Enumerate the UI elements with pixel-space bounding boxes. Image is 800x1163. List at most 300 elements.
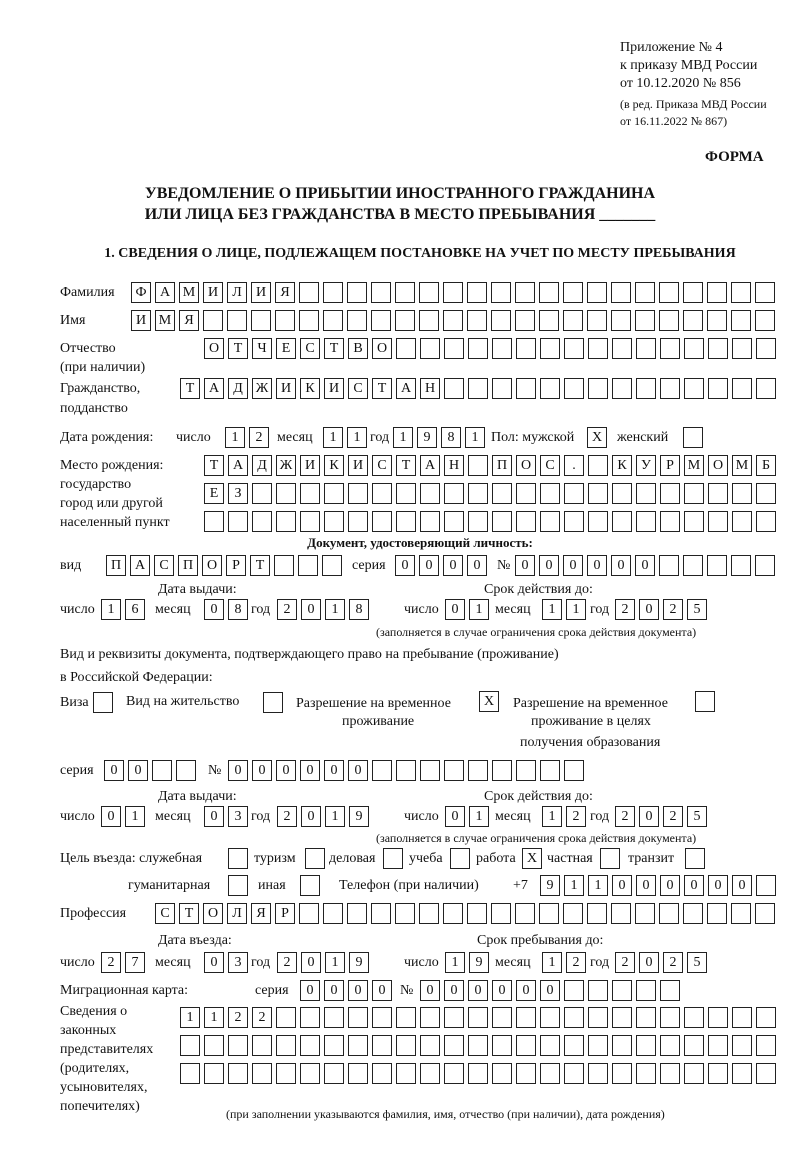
char-box[interactable] bbox=[468, 1007, 488, 1028]
char-box[interactable] bbox=[635, 903, 655, 924]
char-box[interactable]: 5 bbox=[687, 952, 707, 973]
sex-female-checkbox[interactable] bbox=[683, 427, 703, 448]
char-box[interactable] bbox=[300, 511, 320, 532]
char-box[interactable] bbox=[492, 511, 512, 532]
char-box[interactable] bbox=[152, 760, 172, 781]
char-box[interactable]: 0 bbox=[635, 555, 655, 576]
char-box[interactable] bbox=[660, 1007, 680, 1028]
char-box[interactable] bbox=[348, 1007, 368, 1028]
char-box[interactable] bbox=[611, 310, 631, 331]
char-box[interactable] bbox=[444, 378, 464, 399]
char-box[interactable] bbox=[444, 1007, 464, 1028]
char-box[interactable]: 1 bbox=[542, 806, 562, 827]
char-box[interactable]: И bbox=[324, 378, 344, 399]
char-box[interactable] bbox=[636, 511, 656, 532]
char-box[interactable] bbox=[300, 875, 320, 896]
char-box[interactable] bbox=[395, 310, 415, 331]
char-box[interactable] bbox=[372, 511, 392, 532]
char-box[interactable]: Д bbox=[228, 378, 248, 399]
purpose-business-checkbox[interactable] bbox=[383, 848, 403, 869]
char-box[interactable]: М bbox=[155, 310, 175, 331]
purpose-work-checkbox[interactable] bbox=[522, 848, 542, 869]
char-box[interactable] bbox=[324, 483, 344, 504]
char-box[interactable] bbox=[612, 1007, 632, 1028]
char-box[interactable] bbox=[396, 1063, 416, 1084]
char-box[interactable] bbox=[731, 903, 751, 924]
char-box[interactable]: Д bbox=[252, 455, 272, 476]
char-box[interactable] bbox=[611, 903, 631, 924]
doc-issue-year-field[interactable] bbox=[277, 599, 369, 620]
char-box[interactable] bbox=[683, 427, 703, 448]
char-box[interactable]: 1 bbox=[445, 952, 465, 973]
char-box[interactable] bbox=[299, 903, 319, 924]
char-box[interactable] bbox=[636, 338, 656, 359]
char-box[interactable] bbox=[756, 378, 776, 399]
char-box[interactable] bbox=[204, 1063, 224, 1084]
char-box[interactable] bbox=[684, 483, 704, 504]
char-box[interactable] bbox=[756, 483, 776, 504]
char-box[interactable] bbox=[516, 511, 536, 532]
char-box[interactable] bbox=[444, 483, 464, 504]
char-box[interactable] bbox=[540, 1063, 560, 1084]
char-box[interactable] bbox=[420, 483, 440, 504]
char-box[interactable] bbox=[540, 1035, 560, 1056]
char-box[interactable] bbox=[708, 1007, 728, 1028]
char-box[interactable] bbox=[732, 1063, 752, 1084]
char-box[interactable] bbox=[611, 282, 631, 303]
char-box[interactable] bbox=[324, 1007, 344, 1028]
char-box[interactable] bbox=[252, 1035, 272, 1056]
char-box[interactable] bbox=[564, 511, 584, 532]
char-box[interactable] bbox=[516, 1007, 536, 1028]
char-box[interactable] bbox=[600, 848, 620, 869]
char-box[interactable]: О bbox=[516, 455, 536, 476]
right-issue-year-field[interactable] bbox=[277, 806, 369, 827]
char-box[interactable] bbox=[732, 1007, 752, 1028]
char-box[interactable]: 0 bbox=[276, 760, 296, 781]
char-box[interactable] bbox=[539, 310, 559, 331]
char-box[interactable] bbox=[468, 511, 488, 532]
char-box[interactable] bbox=[635, 282, 655, 303]
char-box[interactable] bbox=[323, 903, 343, 924]
char-box[interactable] bbox=[587, 310, 607, 331]
char-box[interactable] bbox=[564, 1007, 584, 1028]
char-box[interactable]: С bbox=[372, 455, 392, 476]
char-box[interactable] bbox=[636, 1063, 656, 1084]
purpose-private-checkbox[interactable] bbox=[600, 848, 620, 869]
right-doc-number-field[interactable] bbox=[228, 760, 584, 781]
char-box[interactable]: 2 bbox=[101, 952, 121, 973]
char-box[interactable] bbox=[492, 1035, 512, 1056]
char-box[interactable] bbox=[708, 378, 728, 399]
char-box[interactable]: А bbox=[155, 282, 175, 303]
char-box[interactable] bbox=[683, 555, 703, 576]
char-box[interactable]: Н bbox=[420, 378, 440, 399]
char-box[interactable] bbox=[660, 378, 680, 399]
char-box[interactable] bbox=[516, 1035, 536, 1056]
char-box[interactable] bbox=[612, 483, 632, 504]
char-box[interactable] bbox=[300, 1035, 320, 1056]
char-box[interactable]: 2 bbox=[566, 806, 586, 827]
char-box[interactable]: Р bbox=[226, 555, 246, 576]
char-box[interactable]: 2 bbox=[615, 599, 635, 620]
char-box[interactable]: Н bbox=[444, 455, 464, 476]
char-box[interactable] bbox=[443, 282, 463, 303]
char-box[interactable] bbox=[683, 282, 703, 303]
char-box[interactable] bbox=[93, 692, 113, 713]
char-box[interactable]: 0 bbox=[515, 555, 535, 576]
char-box[interactable] bbox=[299, 282, 319, 303]
char-box[interactable] bbox=[263, 692, 283, 713]
char-box[interactable] bbox=[467, 310, 487, 331]
char-box[interactable]: 0 bbox=[467, 555, 487, 576]
birthplace-field-2[interactable] bbox=[204, 483, 776, 504]
char-box[interactable] bbox=[180, 1035, 200, 1056]
char-box[interactable] bbox=[588, 455, 608, 476]
char-box[interactable] bbox=[276, 1007, 296, 1028]
char-box[interactable]: 9 bbox=[349, 806, 369, 827]
purpose-transit-checkbox[interactable] bbox=[685, 848, 705, 869]
char-box[interactable] bbox=[756, 875, 776, 896]
char-box[interactable] bbox=[228, 1035, 248, 1056]
char-box[interactable]: 2 bbox=[249, 427, 269, 448]
char-box[interactable] bbox=[420, 1007, 440, 1028]
char-box[interactable]: 1 bbox=[542, 952, 562, 973]
char-box[interactable]: Ж bbox=[252, 378, 272, 399]
edu-residence-checkbox[interactable] bbox=[695, 691, 715, 712]
reps-field-2[interactable] bbox=[180, 1035, 776, 1056]
char-box[interactable] bbox=[372, 1063, 392, 1084]
char-box[interactable] bbox=[540, 338, 560, 359]
char-box[interactable]: 2 bbox=[228, 1007, 248, 1028]
char-box[interactable] bbox=[707, 555, 727, 576]
char-box[interactable] bbox=[731, 282, 751, 303]
char-box[interactable] bbox=[276, 1035, 296, 1056]
char-box[interactable] bbox=[228, 848, 248, 869]
right-issue-month-field[interactable] bbox=[204, 806, 248, 827]
char-box[interactable]: 0 bbox=[445, 599, 465, 620]
char-box[interactable] bbox=[396, 1007, 416, 1028]
char-box[interactable] bbox=[492, 1007, 512, 1028]
purpose-humanitarian-checkbox[interactable] bbox=[228, 875, 248, 896]
char-box[interactable] bbox=[348, 1035, 368, 1056]
char-box[interactable]: И bbox=[131, 310, 151, 331]
char-box[interactable] bbox=[636, 483, 656, 504]
char-box[interactable] bbox=[275, 310, 295, 331]
char-box[interactable] bbox=[755, 310, 775, 331]
char-box[interactable] bbox=[444, 338, 464, 359]
char-box[interactable] bbox=[756, 511, 776, 532]
char-box[interactable]: И bbox=[203, 282, 223, 303]
doc-valid-month-field[interactable] bbox=[542, 599, 586, 620]
char-box[interactable] bbox=[516, 378, 536, 399]
char-box[interactable] bbox=[276, 511, 296, 532]
char-box[interactable]: 1 bbox=[564, 875, 584, 896]
char-box[interactable]: А bbox=[228, 455, 248, 476]
char-box[interactable] bbox=[467, 282, 487, 303]
char-box[interactable]: 0 bbox=[444, 980, 464, 1001]
char-box[interactable]: Т bbox=[179, 903, 199, 924]
char-box[interactable]: 0 bbox=[419, 555, 439, 576]
char-box[interactable]: К bbox=[612, 455, 632, 476]
char-box[interactable]: 0 bbox=[348, 980, 368, 1001]
char-box[interactable]: Я bbox=[275, 282, 295, 303]
surname-field[interactable] bbox=[131, 282, 775, 303]
birthplace-field-1[interactable] bbox=[204, 455, 776, 476]
char-box[interactable] bbox=[731, 555, 751, 576]
birth-year-field[interactable] bbox=[393, 427, 485, 448]
char-box[interactable]: 0 bbox=[204, 806, 224, 827]
char-box[interactable] bbox=[444, 511, 464, 532]
right-valid-year-field[interactable] bbox=[615, 806, 707, 827]
char-box[interactable] bbox=[492, 760, 512, 781]
entry-year-field[interactable] bbox=[277, 952, 369, 973]
char-box[interactable] bbox=[324, 511, 344, 532]
profession-field[interactable] bbox=[155, 903, 775, 924]
char-box[interactable] bbox=[612, 980, 632, 1001]
right-valid-month-field[interactable] bbox=[542, 806, 586, 827]
char-box[interactable]: 2 bbox=[277, 806, 297, 827]
char-box[interactable]: 1 bbox=[323, 427, 343, 448]
char-box[interactable] bbox=[396, 483, 416, 504]
char-box[interactable]: 0 bbox=[301, 599, 321, 620]
char-box[interactable]: О bbox=[708, 455, 728, 476]
char-box[interactable]: Т bbox=[372, 378, 392, 399]
char-box[interactable] bbox=[636, 1007, 656, 1028]
char-box[interactable] bbox=[420, 511, 440, 532]
char-box[interactable] bbox=[683, 310, 703, 331]
char-box[interactable]: 0 bbox=[540, 980, 560, 1001]
char-box[interactable] bbox=[515, 903, 535, 924]
char-box[interactable] bbox=[372, 760, 392, 781]
char-box[interactable] bbox=[348, 1063, 368, 1084]
char-box[interactable]: 1 bbox=[542, 599, 562, 620]
char-box[interactable]: 9 bbox=[469, 952, 489, 973]
char-box[interactable]: 0 bbox=[443, 555, 463, 576]
char-box[interactable] bbox=[539, 282, 559, 303]
char-box[interactable] bbox=[419, 282, 439, 303]
char-box[interactable] bbox=[420, 1063, 440, 1084]
char-box[interactable]: 0 bbox=[492, 980, 512, 1001]
char-box[interactable]: Т bbox=[324, 338, 344, 359]
char-box[interactable] bbox=[444, 760, 464, 781]
char-box[interactable] bbox=[468, 1063, 488, 1084]
char-box[interactable]: Т bbox=[180, 378, 200, 399]
char-box[interactable]: С bbox=[540, 455, 560, 476]
char-box[interactable]: В bbox=[348, 338, 368, 359]
char-box[interactable] bbox=[468, 483, 488, 504]
char-box[interactable] bbox=[563, 310, 583, 331]
doc-series-field[interactable] bbox=[395, 555, 487, 576]
char-box[interactable] bbox=[274, 555, 294, 576]
char-box[interactable]: 0 bbox=[104, 760, 124, 781]
char-box[interactable] bbox=[588, 980, 608, 1001]
char-box[interactable]: А bbox=[396, 378, 416, 399]
char-box[interactable] bbox=[180, 1063, 200, 1084]
char-box[interactable]: 0 bbox=[300, 980, 320, 1001]
char-box[interactable]: К bbox=[324, 455, 344, 476]
char-box[interactable] bbox=[708, 1035, 728, 1056]
char-box[interactable]: 1 bbox=[469, 806, 489, 827]
char-box[interactable] bbox=[491, 282, 511, 303]
char-box[interactable] bbox=[228, 875, 248, 896]
char-box[interactable] bbox=[612, 511, 632, 532]
char-box[interactable] bbox=[683, 903, 703, 924]
char-box[interactable]: 9 bbox=[417, 427, 437, 448]
char-box[interactable] bbox=[492, 1063, 512, 1084]
char-box[interactable]: 3 bbox=[228, 952, 248, 973]
char-box[interactable] bbox=[660, 1063, 680, 1084]
char-box[interactable] bbox=[684, 1063, 704, 1084]
char-box[interactable] bbox=[612, 338, 632, 359]
char-box[interactable] bbox=[563, 282, 583, 303]
right-doc-series-field[interactable] bbox=[104, 760, 196, 781]
char-box[interactable]: 9 bbox=[349, 952, 369, 973]
char-box[interactable]: 0 bbox=[468, 980, 488, 1001]
migration-number-field[interactable] bbox=[420, 980, 680, 1001]
char-box[interactable] bbox=[468, 338, 488, 359]
char-box[interactable]: 0 bbox=[324, 760, 344, 781]
char-box[interactable] bbox=[443, 310, 463, 331]
char-box[interactable] bbox=[443, 903, 463, 924]
char-box[interactable] bbox=[204, 1035, 224, 1056]
char-box[interactable] bbox=[444, 1035, 464, 1056]
char-box[interactable]: X bbox=[522, 848, 542, 869]
char-box[interactable] bbox=[371, 282, 391, 303]
char-box[interactable] bbox=[420, 760, 440, 781]
char-box[interactable] bbox=[252, 483, 272, 504]
char-box[interactable] bbox=[203, 310, 223, 331]
char-box[interactable] bbox=[300, 483, 320, 504]
purpose-other-checkbox[interactable] bbox=[300, 875, 320, 896]
char-box[interactable]: 1 bbox=[204, 1007, 224, 1028]
char-box[interactable] bbox=[659, 555, 679, 576]
char-box[interactable] bbox=[588, 1035, 608, 1056]
reps-field-1[interactable] bbox=[180, 1007, 776, 1028]
char-box[interactable]: 1 bbox=[325, 952, 345, 973]
char-box[interactable] bbox=[515, 282, 535, 303]
char-box[interactable]: X bbox=[479, 691, 499, 712]
char-box[interactable] bbox=[756, 1063, 776, 1084]
stay-year-field[interactable] bbox=[615, 952, 707, 973]
char-box[interactable]: 2 bbox=[252, 1007, 272, 1028]
char-box[interactable] bbox=[540, 511, 560, 532]
char-box[interactable]: Я bbox=[179, 310, 199, 331]
char-box[interactable] bbox=[252, 511, 272, 532]
char-box[interactable] bbox=[660, 483, 680, 504]
char-box[interactable]: А bbox=[420, 455, 440, 476]
char-box[interactable] bbox=[299, 310, 319, 331]
char-box[interactable] bbox=[395, 903, 415, 924]
char-box[interactable] bbox=[444, 1063, 464, 1084]
char-box[interactable] bbox=[228, 1063, 248, 1084]
char-box[interactable]: 0 bbox=[612, 875, 632, 896]
char-box[interactable]: 0 bbox=[539, 555, 559, 576]
char-box[interactable]: 0 bbox=[300, 760, 320, 781]
char-box[interactable] bbox=[660, 1035, 680, 1056]
char-box[interactable]: М bbox=[732, 455, 752, 476]
char-box[interactable] bbox=[636, 1035, 656, 1056]
char-box[interactable]: Т bbox=[396, 455, 416, 476]
char-box[interactable] bbox=[323, 310, 343, 331]
char-box[interactable] bbox=[347, 903, 367, 924]
char-box[interactable]: 0 bbox=[101, 806, 121, 827]
doc-valid-day-field[interactable] bbox=[445, 599, 489, 620]
char-box[interactable]: 1 bbox=[588, 875, 608, 896]
char-box[interactable] bbox=[323, 282, 343, 303]
char-box[interactable]: И bbox=[300, 455, 320, 476]
char-box[interactable] bbox=[635, 310, 655, 331]
char-box[interactable]: С bbox=[154, 555, 174, 576]
char-box[interactable] bbox=[684, 1007, 704, 1028]
char-box[interactable] bbox=[540, 378, 560, 399]
char-box[interactable]: 0 bbox=[395, 555, 415, 576]
char-box[interactable]: . bbox=[564, 455, 584, 476]
char-box[interactable]: 0 bbox=[420, 980, 440, 1001]
char-box[interactable] bbox=[684, 338, 704, 359]
citizenship-field[interactable] bbox=[180, 378, 776, 399]
char-box[interactable] bbox=[564, 338, 584, 359]
char-box[interactable]: 0 bbox=[324, 980, 344, 1001]
char-box[interactable] bbox=[695, 691, 715, 712]
char-box[interactable] bbox=[516, 483, 536, 504]
char-box[interactable] bbox=[564, 378, 584, 399]
char-box[interactable] bbox=[492, 483, 512, 504]
char-box[interactable] bbox=[660, 338, 680, 359]
char-box[interactable] bbox=[684, 378, 704, 399]
char-box[interactable]: Т bbox=[250, 555, 270, 576]
char-box[interactable] bbox=[348, 511, 368, 532]
char-box[interactable]: Р bbox=[660, 455, 680, 476]
char-box[interactable] bbox=[468, 760, 488, 781]
doc-issue-month-field[interactable] bbox=[204, 599, 248, 620]
right-valid-day-field[interactable] bbox=[445, 806, 489, 827]
char-box[interactable]: М bbox=[684, 455, 704, 476]
char-box[interactable] bbox=[467, 903, 487, 924]
char-box[interactable]: 2 bbox=[277, 952, 297, 973]
char-box[interactable]: 2 bbox=[663, 599, 683, 620]
char-box[interactable]: Р bbox=[275, 903, 295, 924]
char-box[interactable] bbox=[732, 483, 752, 504]
char-box[interactable]: 1 bbox=[325, 599, 345, 620]
char-box[interactable] bbox=[420, 338, 440, 359]
char-box[interactable] bbox=[492, 378, 512, 399]
char-box[interactable]: 2 bbox=[566, 952, 586, 973]
char-box[interactable]: 2 bbox=[663, 806, 683, 827]
char-box[interactable] bbox=[383, 848, 403, 869]
char-box[interactable] bbox=[540, 1007, 560, 1028]
char-box[interactable] bbox=[395, 282, 415, 303]
char-box[interactable] bbox=[228, 511, 248, 532]
char-box[interactable]: 0 bbox=[301, 952, 321, 973]
char-box[interactable] bbox=[707, 282, 727, 303]
char-box[interactable] bbox=[372, 483, 392, 504]
char-box[interactable]: 0 bbox=[639, 952, 659, 973]
char-box[interactable]: 0 bbox=[611, 555, 631, 576]
char-box[interactable] bbox=[612, 1063, 632, 1084]
char-box[interactable]: 0 bbox=[587, 555, 607, 576]
char-box[interactable] bbox=[204, 511, 224, 532]
residence-permit-checkbox[interactable] bbox=[263, 692, 283, 713]
char-box[interactable] bbox=[659, 310, 679, 331]
entry-day-field[interactable] bbox=[101, 952, 145, 973]
char-box[interactable]: Ч bbox=[252, 338, 272, 359]
char-box[interactable]: 8 bbox=[349, 599, 369, 620]
char-box[interactable]: Т bbox=[228, 338, 248, 359]
char-box[interactable]: З bbox=[228, 483, 248, 504]
char-box[interactable]: А bbox=[204, 378, 224, 399]
char-box[interactable] bbox=[396, 1035, 416, 1056]
